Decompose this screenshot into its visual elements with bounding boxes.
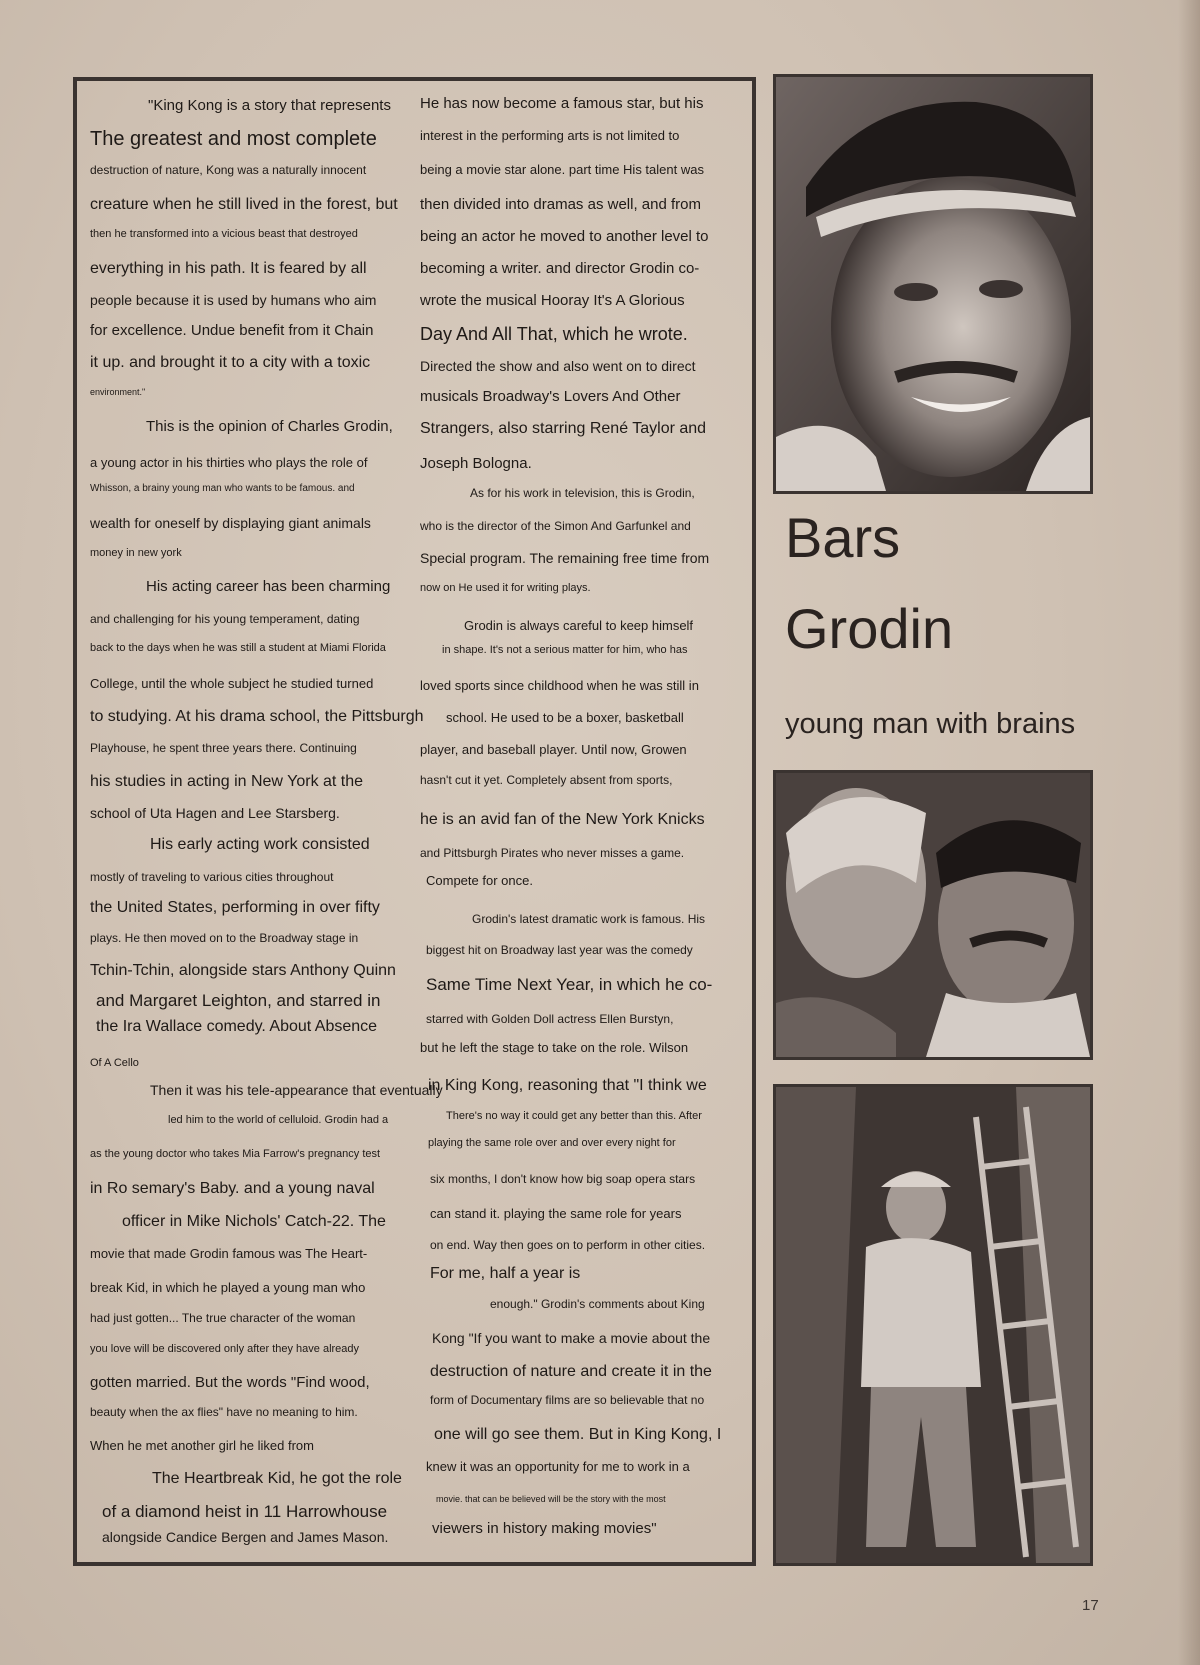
article-text-line: then he transformed into a vicious beast that destroyed bbox=[90, 228, 358, 240]
article-text-line: and challenging for his young temperament, dating bbox=[90, 612, 360, 626]
portrait-photo-image bbox=[776, 77, 1090, 491]
article-text-line: in King Kong, reasoning that "I think we bbox=[428, 1077, 707, 1094]
article-text-line: Day And All That, which he wrote. bbox=[420, 324, 688, 344]
article-text-line: Joseph Bologna. bbox=[420, 455, 532, 472]
article-text-line: can stand it. playing the same role for years bbox=[430, 1206, 682, 1221]
article-text-line: His early acting work consisted bbox=[150, 836, 370, 853]
article-text-line: it up. and brought it to a city with a toxic bbox=[90, 354, 371, 371]
two-men-photo-image bbox=[776, 773, 1090, 1057]
article-text-line: Of A Cello bbox=[90, 1057, 139, 1069]
article-text-line: one will go see them. But in King Kong, I bbox=[434, 1426, 722, 1443]
page-edge-shadow bbox=[1178, 0, 1200, 1665]
article-text-line: to studying. At his drama school, the Pittsburgh bbox=[90, 708, 424, 725]
article-text-line: "King Kong is a story that represents bbox=[148, 97, 391, 114]
page-number: 17 bbox=[1082, 1597, 1099, 1614]
article-text-line: being an actor he moved to another level to bbox=[420, 228, 709, 245]
article-text-line: Strangers, also starring René Taylor and bbox=[420, 420, 707, 437]
article-text-line: Kong "If you want to make a movie about the bbox=[432, 1330, 711, 1346]
article-text-line: becoming a writer. and director Grodin co- bbox=[420, 260, 700, 277]
article-text-line: His acting career has been charming bbox=[146, 578, 391, 595]
article-text-line: form of Documentary films are so believable that no bbox=[430, 1393, 705, 1407]
portrait-photo bbox=[773, 74, 1093, 494]
article-text-line: for excellence. Undue benefit from it Chain bbox=[90, 322, 374, 339]
article-text-line: hasn't cut it yet. Completely absent from sports, bbox=[420, 773, 673, 787]
two-men-photo bbox=[773, 770, 1093, 1060]
article-text-line: school of Uta Hagen and Lee Starsberg. bbox=[90, 805, 340, 821]
article-text-line: who is the director of the Simon And Garfunkel and bbox=[420, 519, 691, 533]
article-text-line: starred with Golden Doll actress Ellen Burstyn, bbox=[426, 1012, 674, 1026]
article-text-line: then divided into dramas as well, and from bbox=[420, 196, 701, 213]
article-text-line: school. He used to be a boxer, basketball bbox=[446, 710, 684, 725]
article-text-line: beauty when the ax flies" have no meaning to him. bbox=[90, 1405, 358, 1419]
article-text-line: gotten married. But the words "Find wood, bbox=[90, 1374, 370, 1391]
article-text-line: and Pittsburgh Pirates who never misses a game. bbox=[420, 846, 685, 860]
article-text-line: in Ro semary's Baby. and a young naval bbox=[90, 1180, 375, 1197]
article-text-line: Tchin-Tchin, alongside stars Anthony Quinn bbox=[90, 962, 396, 979]
article-text-line: The Heartbreak Kid, he got the role bbox=[152, 1470, 402, 1487]
article-text-line: knew it was an opportunity for me to work in a bbox=[426, 1459, 690, 1474]
article-text-line: wrote the musical Hooray It's A Glorious bbox=[420, 292, 685, 309]
article-text-line: This is the opinion of Charles Grodin, bbox=[146, 418, 393, 435]
article-text-line: back to the days when he was still a student at Miami Florida bbox=[90, 642, 386, 654]
article-text-line: When he met another girl he liked from bbox=[90, 1438, 314, 1453]
article-text-line: break Kid, in which he played a young man who bbox=[90, 1280, 366, 1295]
article-text-line: you love will be discovered only after they have already bbox=[90, 1343, 360, 1355]
article-text-line: plays. He then moved on to the Broadway stage in bbox=[90, 931, 359, 945]
article-text-line: the United States, performing in over fifty bbox=[90, 899, 380, 916]
article-text-line: and Margaret Leighton, and starred in bbox=[96, 991, 381, 1010]
article-text-line: destruction of nature, Kong was a naturally innocent bbox=[90, 163, 367, 177]
article-text-line: Grodin's latest dramatic work is famous. His bbox=[472, 912, 706, 926]
article-text-line: playing the same role over and over every night for bbox=[428, 1137, 676, 1149]
man-on-ladder-photo bbox=[773, 1084, 1093, 1566]
article-text-line: everything in his path. It is feared by all bbox=[90, 260, 367, 277]
article-text-line: of a diamond heist in 11 Harrowhouse bbox=[102, 1502, 388, 1521]
article-subtitle: Grodin bbox=[785, 597, 954, 660]
article-text-line: destruction of nature and create it in the bbox=[430, 1363, 712, 1380]
article-text-line: money in new york bbox=[90, 547, 182, 559]
article-text-line: creature when he still lived in the forest, but bbox=[90, 196, 398, 213]
article-text-line: a young actor in his thirties who plays the role of bbox=[90, 455, 368, 470]
article-text-line: Grodin is always careful to keep himself bbox=[464, 618, 694, 633]
article-text-line: loved sports since childhood when he was still in bbox=[420, 678, 699, 693]
article-text-line: on end. Way then goes on to perform in other cities. bbox=[430, 1238, 706, 1252]
article-text-line: The greatest and most complete bbox=[90, 128, 377, 150]
article-text-line: enough." Grodin's comments about King bbox=[490, 1297, 705, 1311]
article-text-line: Same Time Next Year, in which he co- bbox=[426, 975, 713, 994]
article-title: Bars bbox=[785, 506, 901, 569]
article-text-line: movie. that can be believed will be the story with the most bbox=[436, 1494, 666, 1504]
article-text-line: now on He used it for writing plays. bbox=[420, 582, 591, 594]
article-text-line: had just gotten... The true character of the woman bbox=[90, 1311, 356, 1325]
article-text-line: Whisson, a brainy young man who wants to be famous. and bbox=[90, 483, 355, 494]
article-text-line: alongside Candice Bergen and James Mason. bbox=[102, 1529, 389, 1545]
article-tagline: young man with brains bbox=[785, 708, 1076, 740]
article-text-line: led him to the world of celluloid. Grodin had a bbox=[168, 1114, 389, 1126]
man-on-ladder-photo-image bbox=[776, 1087, 1090, 1563]
article-text-line: wealth for oneself by displaying giant animals bbox=[90, 515, 371, 531]
article-text-line: in shape. It's not a serious matter for him, who has bbox=[442, 644, 688, 656]
article-text-line: Compete for once. bbox=[426, 873, 533, 888]
article-text-line: environment." bbox=[90, 387, 146, 397]
article-text-line: There's no way it could get any better than this. After bbox=[446, 1110, 702, 1122]
article-text-line: six months, I don't know how big soap opera stars bbox=[430, 1172, 696, 1186]
article-text-line: officer in Mike Nichols' Catch-22. The bbox=[122, 1213, 386, 1230]
article-text-line: movie that made Grodin famous was The Heart- bbox=[90, 1246, 368, 1261]
article-text-line: people because it is used by humans who aim bbox=[90, 292, 377, 308]
article-text-line: Special program. The remaining free time from bbox=[420, 550, 710, 566]
article-text-line: viewers in history making movies" bbox=[432, 1520, 657, 1537]
article-text-line: interest in the performing arts is not limited to bbox=[420, 128, 680, 143]
article-text-line: being a movie star alone. part time His talent was bbox=[420, 162, 704, 177]
article-text-line: as the young doctor who takes Mia Farrow's pregnancy test bbox=[90, 1148, 381, 1160]
article-text-line: He has now become a famous star, but his bbox=[420, 95, 704, 112]
article-text-line: he is an avid fan of the New York Knicks bbox=[420, 811, 705, 828]
article-text-line: player, and baseball player. Until now, Growen bbox=[420, 742, 687, 757]
article-text-line: Directed the show and also went on to direct bbox=[420, 358, 696, 374]
article-text-line: mostly of traveling to various cities throughout bbox=[90, 870, 334, 884]
article-text-line: Then it was his tele-appearance that eventually bbox=[150, 1082, 443, 1098]
article-text-line: As for his work in television, this is Grodin, bbox=[470, 486, 695, 500]
article-text-line: the Ira Wallace comedy. About Absence bbox=[96, 1018, 378, 1035]
article-text-line: biggest hit on Broadway last year was the comedy bbox=[426, 943, 693, 957]
article-text-line: his studies in acting in New York at the bbox=[90, 773, 364, 790]
article-text-line: Playhouse, he spent three years there. Continuing bbox=[90, 741, 357, 755]
article-text-line: but he left the stage to take on the role. Wilson bbox=[420, 1040, 689, 1055]
article-text-line: College, until the whole subject he studied turned bbox=[90, 676, 374, 691]
article-text-line: musicals Broadway's Lovers And Other bbox=[420, 388, 681, 405]
article-text-line: For me, half a year is bbox=[430, 1265, 581, 1282]
